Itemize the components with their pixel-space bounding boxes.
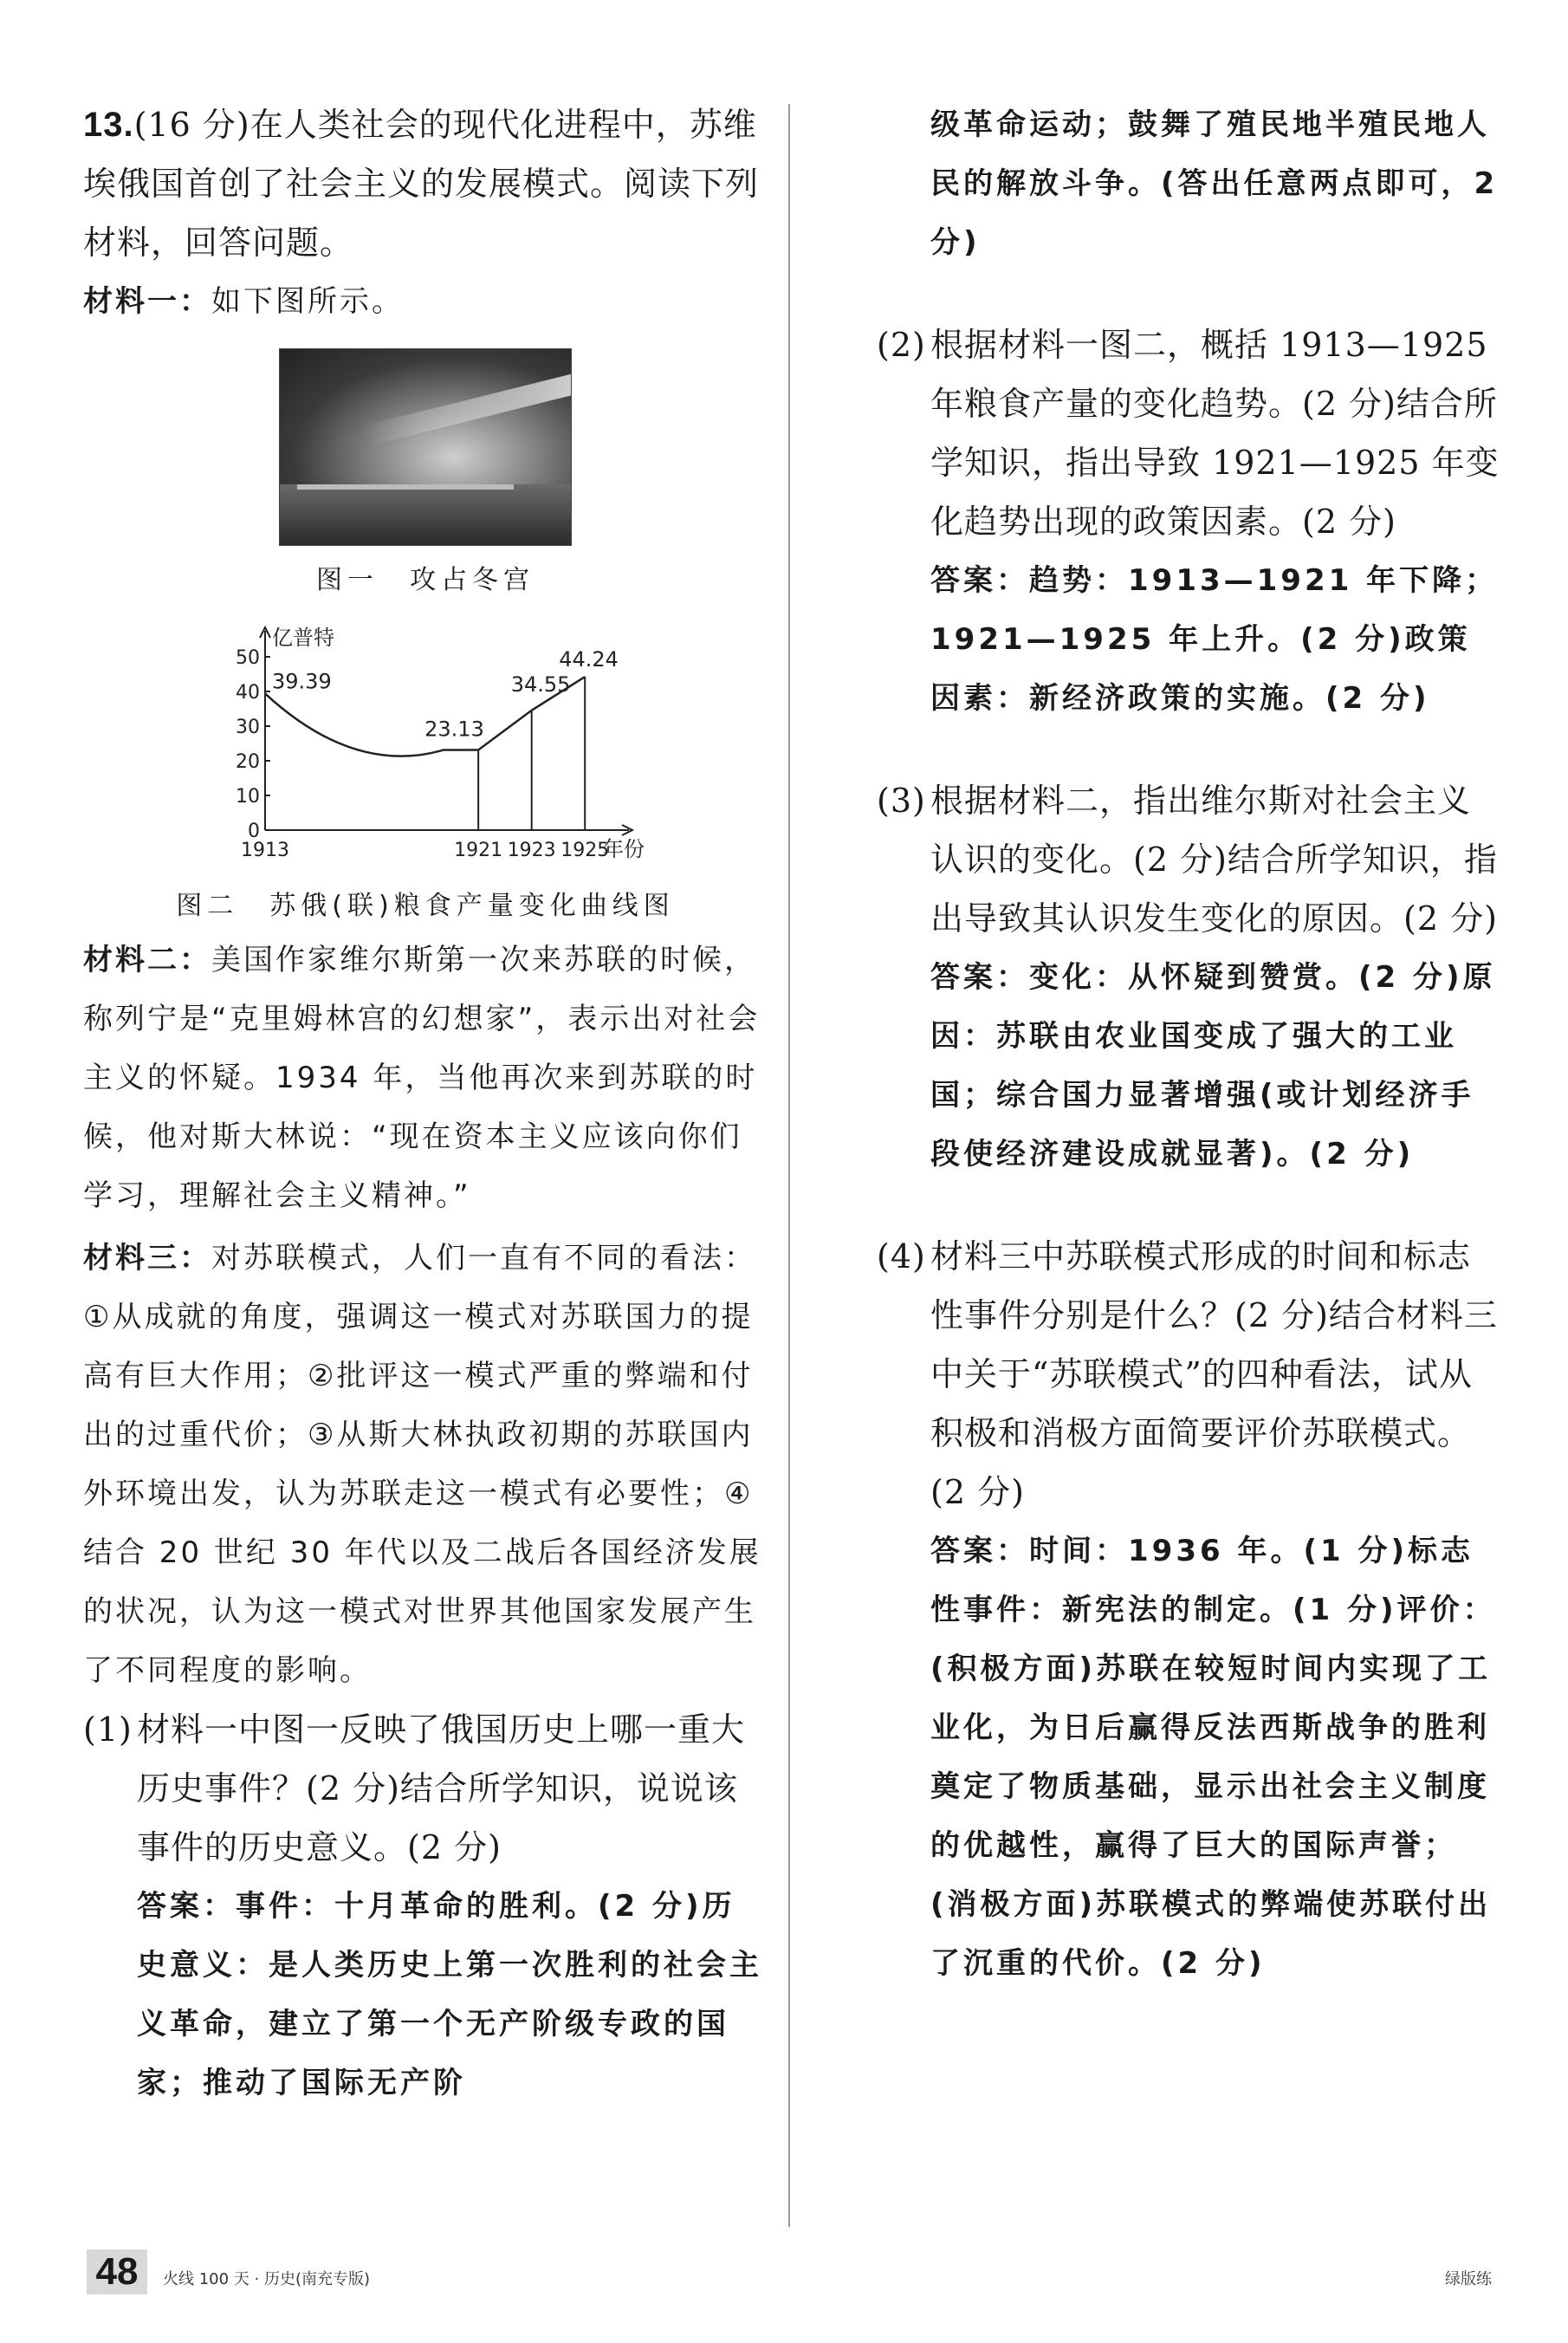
- sub-question-4-label: (4): [877, 1237, 926, 1275]
- material-1: [83, 272, 768, 331]
- sub-question-2-text: 根据材料一图二，概括 1913—1925 年粮食产量的变化趋势。(2 分)结合所学知识，指出导致 1921—1925 年变化趋势出现的政策因素。(2 分): [930, 326, 1500, 541]
- sub-question-3-text: 根据材料二，指出维尔斯对社会主义认识的变化。(2 分)结合所学知识，指出导致其认识发生变化的原因。(2 分): [930, 782, 1498, 938]
- y-tick-label: 30: [236, 717, 260, 738]
- material-3: [83, 1229, 768, 1700]
- material-2-label: 材料二：: [83, 943, 211, 977]
- sub-question-4: [877, 1227, 1500, 1522]
- storming-winter-palace-photo: [279, 348, 572, 546]
- x-axis-label: 年份: [603, 837, 645, 861]
- right-column: [877, 95, 1500, 1993]
- answer-4: 答案：时间：1936 年。(1 分)标志性事件：新宪法的制定。(1 分)评价：(积极方面)苏联在较短时间内实现了工业化，为日后赢得反法西斯战争的胜利奠定了物质基础，显示出社会主义制度的优越性，赢得了巨大的国际声誉；(消极方面)苏联模式的弊端使苏联付出了沉重的代价。(2 分): [930, 1534, 1496, 1981]
- answer-1-part-1: 答案：事件：十月革命的胜利。(2 分)历史意义：是人类历史上第一次胜利的社会主义革命，建立了第一个无产阶级专政的国家；推动了国际无产阶: [137, 1889, 762, 2100]
- y-tick-label: 40: [236, 682, 260, 704]
- left-column: [83, 95, 768, 2113]
- page-number: 48: [87, 2249, 147, 2294]
- figure-1-caption: 图一 攻占冬宫: [316, 565, 535, 595]
- y-tick-label: 0: [248, 821, 260, 842]
- x-tick-label: 1925: [560, 840, 610, 861]
- sub-question-4-text: 材料三中苏联模式形成的时间和标志性事件分别是什么？(2 分)结合材料三中关于“苏联模式”的四种看法，试从积极和消极方面简要评价苏联模式。(2 分): [930, 1237, 1498, 1511]
- y-tick-label: 50: [236, 647, 260, 669]
- footer-series-label: 绿版练: [1445, 2270, 1492, 2288]
- x-tick-label: 1923: [507, 840, 556, 861]
- x-tick-label: 1913: [241, 840, 289, 861]
- question-13-stem: [83, 95, 768, 272]
- sub-question-1-text: 材料一中图一反映了俄国历史上哪一重大历史事件？(2 分)结合所学知识，说说该事件的历史意义。(2 分): [137, 1710, 746, 1866]
- data-label: 44.24: [559, 647, 619, 672]
- sub-question-1: [83, 1700, 768, 1877]
- question-number: 13.: [83, 106, 134, 144]
- material-3-label: 材料三：: [83, 1241, 211, 1275]
- material-2-text: 美国作家维尔斯第一次来苏联的时候，称列宁是“克里姆林宫的幻想家”，表示出对社会主义的怀疑。1934 年，当他再次来到苏联的时候，他对斯大林说：“现在资本主义应该向你们学习，理解社会主义精神。”: [83, 943, 761, 1213]
- sub-question-3: [877, 771, 1500, 948]
- sub-question-3-label: (3): [877, 782, 926, 820]
- data-label: 34.55: [510, 672, 571, 697]
- material-2: [83, 931, 768, 1225]
- question-stem-text: (16 分)在人类社会的现代化进程中，苏维埃俄国首创了社会主义的发展模式。阅读下列材料，回答问题。: [83, 106, 760, 262]
- material-1-label: 材料一：: [83, 284, 211, 319]
- y-tick-label: 20: [236, 751, 260, 773]
- answer-1-part-2: 级革命运动；鼓舞了殖民地半殖民地人民的解放斗争。(答出任意两点即可，2 分): [930, 107, 1499, 260]
- sub-question-2: [877, 315, 1500, 551]
- grain-output-chart: [230, 613, 664, 865]
- x-tick-label: 1921: [454, 840, 503, 861]
- answer-2: 答案：趋势：1913—1921 年下降；1921—1925 年上升。(2 分)政策因素：新经济政策的实施。(2 分): [930, 563, 1499, 716]
- material-1-text: 如下图所示。: [211, 284, 404, 319]
- answer-3: 答案：变化：从怀疑到赞赏。(2 分)原因：苏联由农业国变成了强大的工业国；综合国力显著增强(或计划经济手段使经济建设成就显著)。(2 分): [930, 960, 1496, 1172]
- sub-question-2-label: (2): [877, 326, 926, 364]
- column-divider: [788, 104, 790, 2227]
- data-label: 23.13: [424, 717, 484, 742]
- book-title: 火线 100 天 · 历史(南充专版): [163, 2270, 371, 2288]
- y-tick-label: 10: [236, 786, 260, 808]
- material-3-text: 对苏联模式，人们一直有不同的看法：①从成就的角度，强调这一模式对苏联国力的提高有巨大作用；②批评这一模式严重的弊端和付出的过重代价；③从斯大林执政初期的苏联国内外环境出发，认为苏联走这一模式有必要性；④结合 20 世纪 30 年代以及二战后各国经济发展的状况，认为这一模式对世界其他国家发展产生了不同程度的影响。: [83, 1241, 761, 1688]
- sub-question-1-label: (1): [83, 1710, 133, 1749]
- y-axis-label: 亿普特: [272, 626, 334, 650]
- data-label: 39.39: [272, 669, 332, 694]
- figure-2-caption: 图二 苏俄(联)粮食产量变化曲线图: [176, 891, 675, 921]
